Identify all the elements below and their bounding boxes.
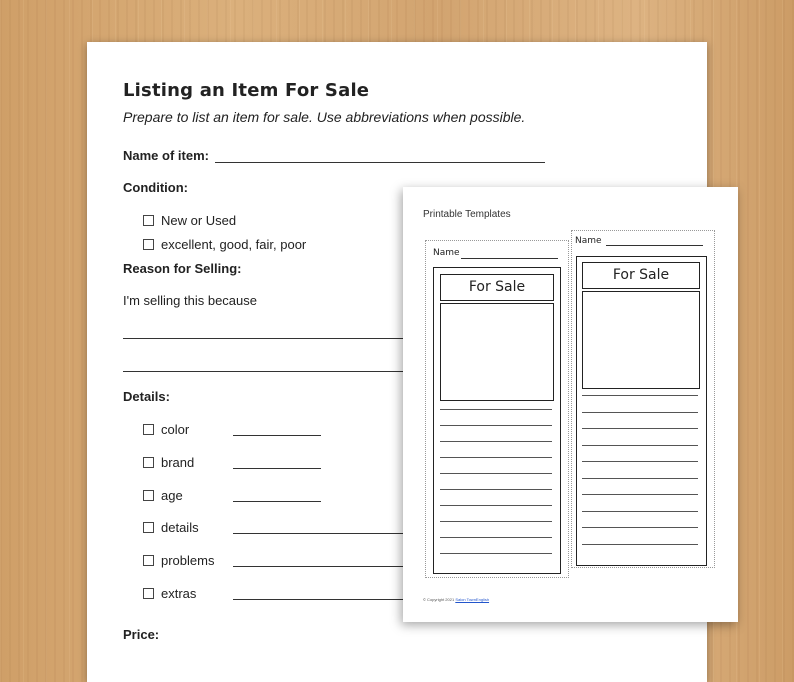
copyright-link[interactable]: Salon TownEnglish xyxy=(455,597,490,602)
details-line-color xyxy=(233,435,321,436)
template-left-rule-line xyxy=(440,505,552,506)
templates-page xyxy=(403,187,738,622)
template-left-for-sale: For Sale xyxy=(440,274,554,301)
template-left-rule-line xyxy=(440,425,552,426)
details-line-problems xyxy=(233,566,403,567)
details-line-age xyxy=(233,501,321,502)
template-left-rule-line xyxy=(440,489,552,490)
reason-prompt: I'm selling this because xyxy=(123,293,257,308)
checkbox-icon xyxy=(143,215,154,226)
checkbox-icon xyxy=(143,239,154,250)
details-item-age: age xyxy=(143,488,183,503)
template-right-photo-box xyxy=(582,291,700,389)
template-right-rule-line xyxy=(582,461,698,462)
template-right-rule-line xyxy=(582,527,698,528)
checkbox-icon xyxy=(143,424,154,435)
template-right-rule-line xyxy=(582,544,698,545)
template-left-rule-line xyxy=(440,457,552,458)
checkbox-icon xyxy=(143,457,154,468)
name-of-item-label: Name of item: xyxy=(123,148,209,163)
page-title: Listing an Item For Sale xyxy=(123,80,370,101)
template-right-rule-line xyxy=(582,395,698,396)
details-line-details xyxy=(233,533,403,534)
details-item-problems: problems xyxy=(143,553,214,568)
details-line-brand xyxy=(233,468,321,469)
templates-title: Printable Templates xyxy=(423,209,511,220)
details-item-extras: extras xyxy=(143,586,196,601)
template-right-rule-line xyxy=(582,478,698,479)
details-item-color: color xyxy=(143,422,189,437)
template-left-rule-line xyxy=(440,553,552,554)
reason-label: Reason for Selling: xyxy=(123,261,242,276)
details-line-extras xyxy=(233,599,403,600)
checkbox-icon xyxy=(143,555,154,566)
checkbox-icon xyxy=(143,588,154,599)
template-left-rule-line xyxy=(440,537,552,538)
checkbox-icon xyxy=(143,522,154,533)
template-left-photo-box xyxy=(440,303,554,401)
template-left-name-line xyxy=(461,258,558,259)
condition-label: Condition: xyxy=(123,180,188,195)
reason-line-1 xyxy=(123,338,413,339)
price-label: Price: xyxy=(123,627,160,642)
copyright-footer: © Copyright 2021 Salon TownEnglish xyxy=(423,597,490,602)
template-left-rule-line xyxy=(440,473,552,474)
template-right-rule-line xyxy=(582,445,698,446)
template-right-name-label: Name xyxy=(575,236,602,246)
template-left-rule-line xyxy=(440,409,552,410)
template-left-rule-line xyxy=(440,521,552,522)
details-label: Details: xyxy=(123,389,170,404)
details-item-brand: brand xyxy=(143,455,194,470)
template-right-rule-line xyxy=(582,412,698,413)
template-right-for-sale: For Sale xyxy=(582,262,700,289)
name-of-item-line xyxy=(215,162,545,163)
condition-option-quality: excellent, good, fair, poor xyxy=(143,237,306,252)
template-left-name-label: Name xyxy=(433,248,460,258)
condition-option-new-used: New or Used xyxy=(143,213,236,228)
page-subtitle: Prepare to list an item for sale. Use abbreviations when possible. xyxy=(123,109,526,125)
template-right-rule-line xyxy=(582,428,698,429)
template-right-rule-line xyxy=(582,494,698,495)
details-item-details: details xyxy=(143,520,199,535)
reason-line-2 xyxy=(123,371,413,372)
template-right-rule-line xyxy=(582,511,698,512)
template-right-name-line xyxy=(606,245,703,246)
template-left-rule-line xyxy=(440,441,552,442)
checkbox-icon xyxy=(143,490,154,501)
